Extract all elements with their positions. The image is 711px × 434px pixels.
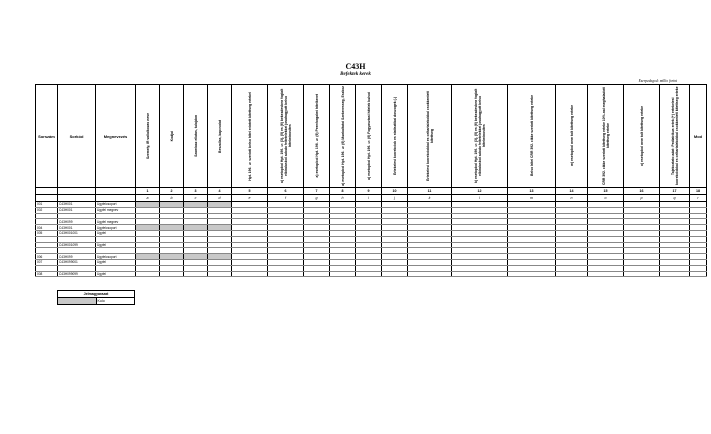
blank-cell [36, 195, 58, 202]
header-col-2 [160, 85, 184, 188]
column-letter: m [508, 195, 556, 202]
header-col-label: Ertekelesi korrekciokkal es celtartalekokkal csokkentett kitettseg [425, 91, 434, 181]
row-name: Ugyfel [96, 242, 136, 248]
table-row [36, 271, 707, 277]
header-col-label: Belso hitel CRR 392. cikke szerinti kitettseg erteke [529, 95, 534, 177]
data-cell [588, 271, 624, 277]
header-col-label: Szemely, IR vallalkozas neve [145, 112, 150, 160]
header-code: Sorkód [58, 85, 96, 188]
row-name: Ugyfel megnev [96, 207, 136, 213]
row-number: 001 [36, 202, 58, 208]
header-col-label: o) esetopbol nem tolt kitettseg erteke [639, 105, 644, 167]
column-letter: q [660, 195, 690, 202]
column-letter: l [452, 195, 508, 202]
column-number: 3 [184, 188, 208, 195]
column-number: 5 [232, 188, 268, 195]
header-col-label: Tajekoztato adat: Pediatrikus ertek (+) ertekelesi korrekciokkal es celtartalekokkal csokkentett kitettseg erteke [670, 86, 679, 186]
row-name: Ugyfel [96, 271, 136, 277]
row-name: Ugyfelcsoport [96, 202, 136, 208]
blank-cell [96, 195, 136, 202]
column-letter: k [408, 195, 452, 202]
header-col-15 [588, 85, 624, 188]
row-code: C43H099099 [58, 271, 96, 277]
page-title: C43H [345, 62, 366, 71]
header-col-label: Beszallas, kapcsolat [217, 119, 222, 153]
column-letter: h [330, 195, 356, 202]
header-name: Megnevezés [96, 85, 136, 188]
header-col-6 [268, 85, 304, 188]
header-col-14 [556, 85, 588, 188]
header-col-label: a) esetopbol Hpt. 196. § (3), (5) es (6) bekezdesben foglalt elbiralasbol adodo feltetelekkel jovahagyott belso hitelminosites [279, 88, 292, 184]
legend-item-label: Kulo [96, 298, 135, 305]
blank-cell [58, 188, 96, 195]
legend-swatch [58, 298, 97, 305]
row-name: Ugyfel [96, 259, 136, 265]
row-code: C43H001099 [58, 242, 96, 248]
data-cell [382, 271, 408, 277]
header-col-label: CRR 392. cikke szerinti kitettseg erteke 10%-nal meghaladott kitettseg erteke [601, 87, 610, 185]
row-name: Ugyfel megnev [96, 219, 136, 225]
report-table [35, 84, 707, 277]
header-col-9 [356, 85, 382, 188]
header-col-label: Mod [693, 133, 703, 139]
column-number: 16 [624, 188, 660, 195]
column-number-row [36, 188, 707, 195]
header-col-label: m) esetopbol nem tolt kitettseg erteke [569, 105, 574, 167]
column-number: 18 [690, 188, 707, 195]
column-letter: j [382, 195, 408, 202]
header-col-label: k) esetopbol Hpt. 196. § (3), (5) es (6) bekezdesben foglalt elbiralasbol adodo feltetelekkel jovahagyott belso hitelminosites [473, 88, 486, 184]
data-cell [304, 271, 330, 277]
header-row-no: Sorszám [36, 85, 58, 188]
column-letter: i [356, 195, 382, 202]
row-number: 007 [36, 259, 58, 265]
column-letter: a [136, 195, 160, 202]
header-col-13 [508, 85, 556, 188]
data-cell [232, 271, 268, 277]
row-code: C43H001 [58, 202, 96, 208]
row-code: C43H001001 [58, 230, 96, 236]
page-subtitle: Befektek kerek [340, 72, 371, 77]
column-number: 17 [660, 188, 690, 195]
column-number: 8 [330, 188, 356, 195]
column-letter: r [690, 195, 707, 202]
row-code: C43H099 [58, 254, 96, 260]
legend-title: Jelmagyarazat [58, 291, 135, 298]
column-number: 11 [408, 188, 452, 195]
header-col-label: Ertekelesi korrekciok es statisztikai doszogek (-) [392, 96, 397, 176]
header-col-label: a) esetopbol Hpt. 196. § (6) Munkaltatoi Szekeresseg, Eszkoz [340, 86, 345, 186]
column-number: 9 [356, 188, 382, 195]
header-col-3 [184, 85, 208, 188]
blank-cell [36, 188, 58, 195]
column-number: 4 [208, 188, 232, 195]
header-col-10 [382, 85, 408, 188]
column-letter: n [556, 195, 588, 202]
column-number: 7 [304, 188, 330, 195]
data-cell [624, 271, 660, 277]
column-letter: f [268, 195, 304, 202]
row-number: 008 [36, 271, 58, 277]
row-number: 004 [36, 225, 58, 231]
header-col-1 [136, 85, 160, 188]
data-cell [268, 271, 304, 277]
data-cell [508, 271, 556, 277]
column-letter: e [232, 195, 268, 202]
data-cell [208, 271, 232, 277]
row-number: 002 [36, 207, 58, 213]
row-name: Ugyfelcsoport [96, 225, 136, 231]
legend-box [57, 290, 135, 305]
column-letter-row [36, 195, 707, 202]
header-col-5 [232, 85, 268, 188]
row-number: 005 [36, 230, 58, 236]
row-code: C43H001 [58, 207, 96, 213]
header-col-label: Szamlaaz ellatas, tulajdon [193, 115, 198, 157]
row-name: Ugyfel [96, 230, 136, 236]
data-cell [556, 271, 588, 277]
column-letter: p [624, 195, 660, 202]
header-col-16 [624, 85, 660, 188]
data-cell [330, 271, 356, 277]
column-number: 2 [160, 188, 184, 195]
header-col-12 [452, 85, 508, 188]
header-col-11 [408, 85, 452, 188]
header-col-label: a) esetopbol Hpt. 196. § (6) Peenforgalmi hitelkeret [314, 94, 319, 178]
data-cell [160, 271, 184, 277]
column-letter: g [304, 195, 330, 202]
column-number: 14 [556, 188, 588, 195]
blank-cell [96, 188, 136, 195]
column-number: 13 [508, 188, 556, 195]
unit-note: Ezerpedagod: millio forint [638, 79, 677, 83]
header-col-label: Kodjai [169, 130, 174, 142]
header-col-17 [660, 85, 690, 188]
data-cell [660, 271, 690, 277]
data-cell [452, 271, 508, 277]
header-col-18 [690, 85, 707, 188]
row-code: C43H001 [58, 225, 96, 231]
column-number: 1 [136, 188, 160, 195]
row-name: Ugyfelcsoport [96, 254, 136, 260]
blank-cell [58, 195, 96, 202]
column-letter: o [588, 195, 624, 202]
column-letter: d [208, 195, 232, 202]
data-cell [356, 271, 382, 277]
row-code: C43H099 [58, 219, 96, 225]
data-cell [184, 271, 208, 277]
row-code: C43H099001 [58, 259, 96, 265]
column-letter: c [184, 195, 208, 202]
column-number: 15 [588, 188, 624, 195]
column-letter: b [160, 195, 184, 202]
column-number: 12 [452, 188, 508, 195]
header-col-label: a) esetopbol Hpt. 196. § (6) Fogyasztasi hitelek kulsoi [366, 92, 371, 180]
data-cell [408, 271, 452, 277]
header-col-4 [208, 85, 232, 188]
column-number: 6 [268, 188, 304, 195]
header-col-label: Hpt. 196. § szerinti belso hitel erintett kitettseg ertekel [247, 91, 252, 181]
header-row [36, 85, 707, 188]
row-number: 006 [36, 254, 58, 260]
header-col-7 [304, 85, 330, 188]
data-cell [690, 271, 707, 277]
column-number: 10 [382, 188, 408, 195]
header-col-8 [330, 85, 356, 188]
data-cell [136, 271, 160, 277]
